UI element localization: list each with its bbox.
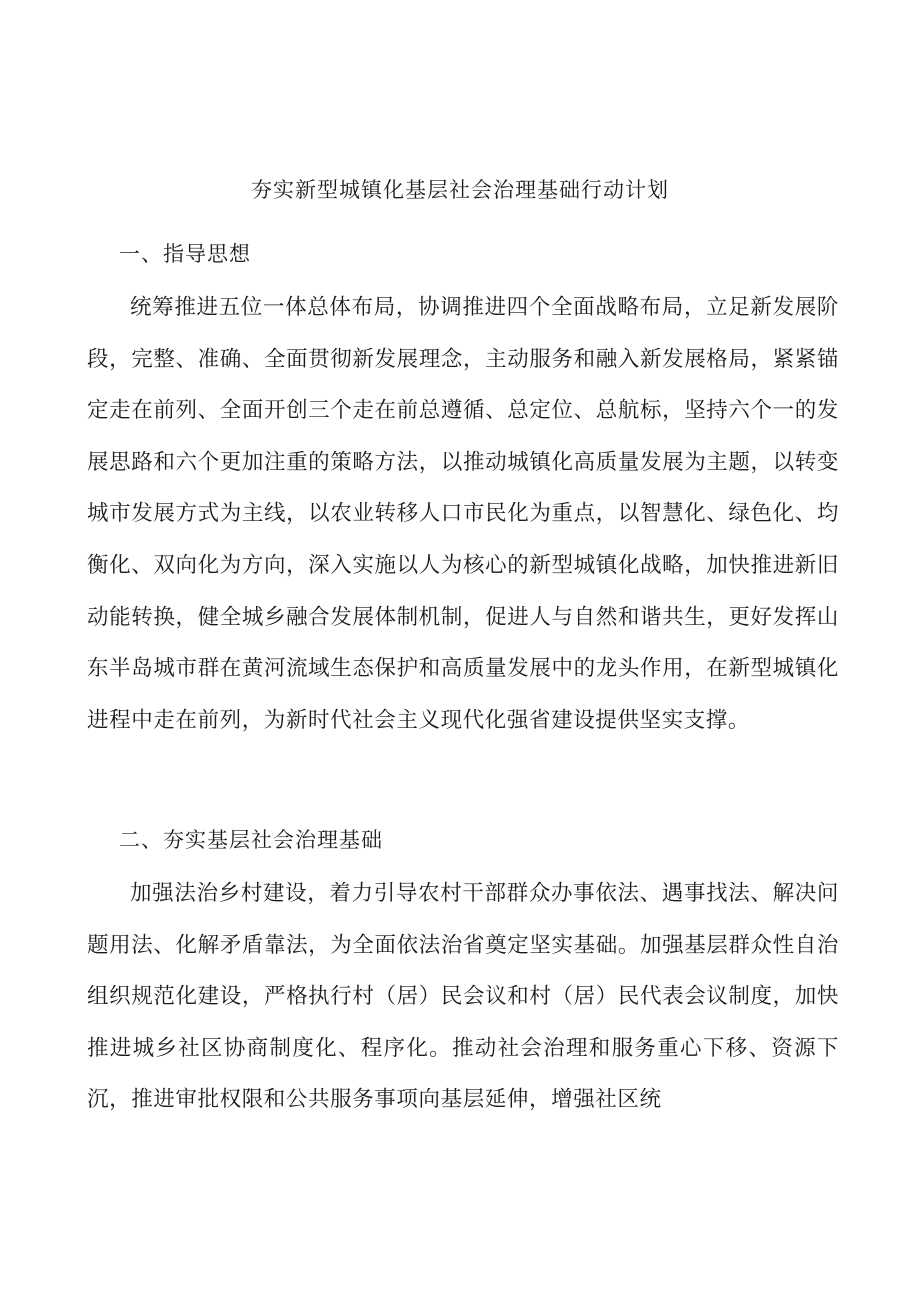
- section-heading-guiding-ideology: 一、指导思想: [119, 242, 251, 266]
- document-title: 夯实新型城镇化基层社会治理基础行动计划: [251, 178, 669, 202]
- section-paragraph-guiding-ideology: 统筹推进五位一体总体布局，协调推进四个全面战略布局，立足新发展阶段，完整、准确、全面贯彻新发展理念，主动服务和融入新发展格局，紧紧锚定走在前列、全面开创三个走在前总遵循、总定位、总航标，坚持六个一的发展思路和六个更加注重的策略方法，以推动城镇化高质量发展为主题，以转变城市发展方式为主线，以农业转移人口市民化为重点，以智慧化、绿色化、均衡化、双向化为方向，深入实施以人为核心的新型城镇化战略，加快推进新旧动能转换，健全城乡融合发展体制机制，促进人与自然和谐共生，更好发挥山东半岛城市群在黄河流域生态保护和高质量发展中的龙头作用，在新型城镇化进程中走在前列，为新时代社会主义现代化强省建设提供坚实支撑。: [87, 295, 839, 733]
- section-heading-grassroots-governance: 二、夯实基层社会治理基础: [119, 828, 383, 852]
- section-paragraph-grassroots-governance: 加强法治乡村建设，着力引导农村干部群众办事依法、遇事找法、解决问题用法、化解矛盾靠法，为全面依法治省奠定坚实基础。加强基层群众性自治组织规范化建设，严格执行村（居）民会议和村（居）民代表会议制度，加快推进城乡社区协商制度化、程序化。推动社会治理和服务重心下移、资源下沉，推进审批权限和公共服务事项向基层延伸，增强社区统: [87, 881, 839, 1113]
